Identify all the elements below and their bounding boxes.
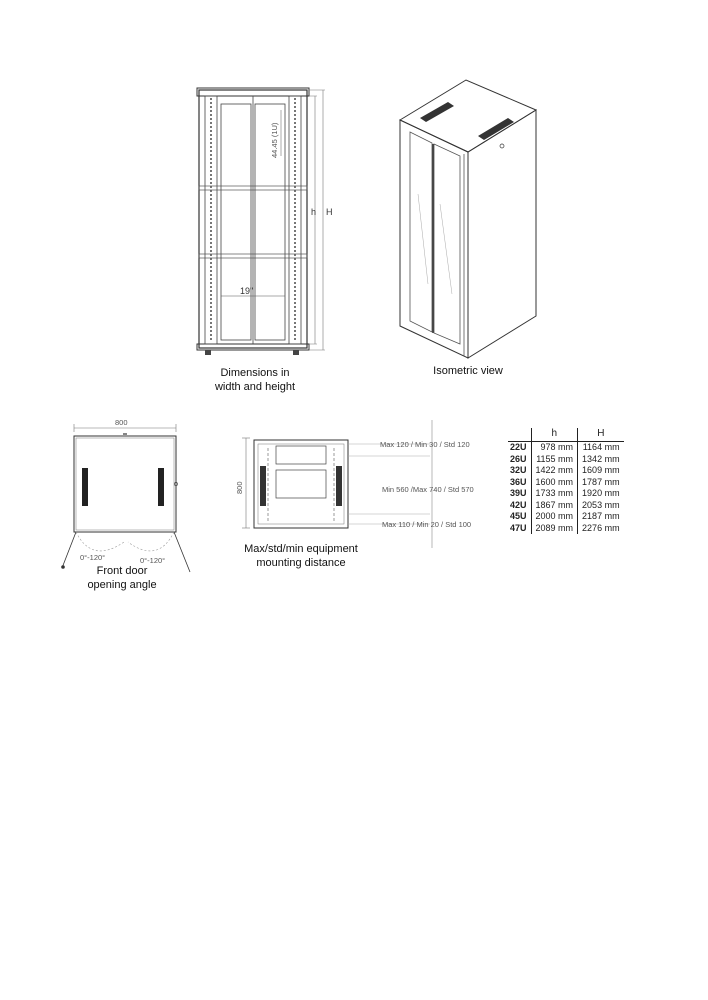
front-view-drawing — [185, 82, 345, 362]
mount-mid-label: Min 560 /Max 740 / Std 570 — [382, 485, 474, 494]
table-row: 45U 2000 mm 2187 mm — [508, 511, 624, 523]
table-row: 42U 1867 mm 2053 mm — [508, 500, 624, 512]
h-column-header: h — [531, 428, 578, 442]
isometric-view-drawing — [390, 74, 540, 364]
table-row: 22U 978 mm 1164 mm — [508, 442, 624, 454]
side-depth-label: 800 — [235, 481, 244, 494]
table-row: 39U 1733 mm 1920 mm — [508, 488, 624, 500]
H-column-header: H — [578, 428, 624, 442]
mount-bottom-label: Max 110 / Min 20 / Std 100 — [382, 520, 472, 529]
height-h-label: h — [311, 207, 317, 217]
front-view-caption: Dimensions in width and height — [214, 367, 296, 393]
top-width-label: 800 — [115, 418, 128, 427]
side-view-caption: Max/std/min equipment mounting distance — [244, 543, 358, 569]
size-column-header — [508, 428, 531, 442]
top-view-drawing — [52, 414, 202, 580]
table-row: 36U 1600 mm 1787 mm — [508, 477, 624, 489]
table-row: 32U 1422 mm 1609 mm — [508, 465, 624, 477]
right-door-angle: 0°-120° — [140, 556, 166, 565]
top-view-caption: Front door opening angle — [87, 565, 157, 591]
side-view-drawing — [230, 418, 500, 550]
cabinet-size-table — [508, 428, 624, 534]
unit-height-label: 44.45 (1U) — [270, 122, 279, 158]
isometric-view-caption: Isometric view — [433, 365, 503, 377]
height-H-label: H — [326, 207, 333, 217]
table-row: 26U 1155 mm 1342 mm — [508, 454, 624, 466]
left-door-angle: 0°-120° — [80, 553, 106, 562]
rack-width-label: 19" — [240, 286, 254, 296]
mount-top-label: Max 120 / Min 30 / Std 120 — [380, 440, 470, 449]
table-row: 47U 2089 mm 2276 mm — [508, 523, 624, 535]
table-header-row — [508, 428, 624, 442]
